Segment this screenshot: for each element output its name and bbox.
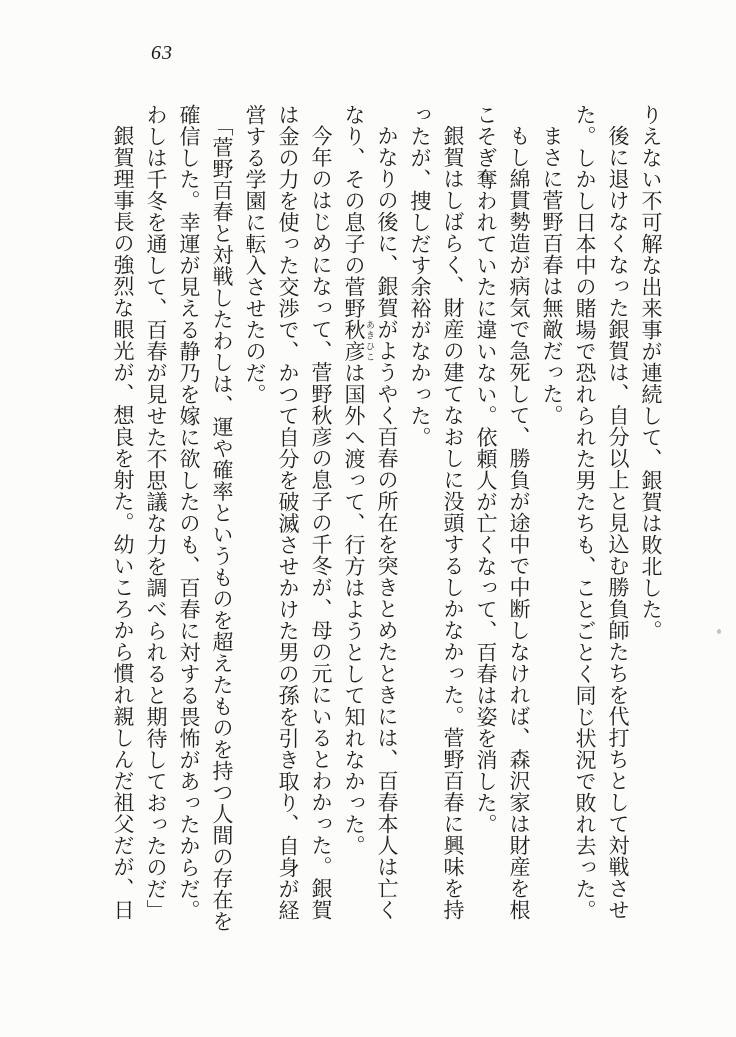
- paragraph: [634, 104, 667, 936]
- ink-speck: [717, 629, 721, 634]
- text-run: りえない不可解な出来事が連続して、銀賀は敗北した。: [639, 104, 663, 642]
- text-run: 銀賀はしばらく、財産の建てなおしに没頭するしかなかった。菅野百春に興味を持ったが、捜しだす余裕がなかった。: [408, 104, 465, 921]
- paragraph: [568, 104, 634, 936]
- text-run: 後に退けなくなった銀賀は、自分以上と見込む勝負師たちを代打ちとして対戦させた。しかし日本中の賭場で恐れられた男たちも、ことごとく同じ状況で敗れ去った。: [573, 104, 630, 921]
- text-run: かなりの後に、銀賀がようやく百春の所在を突きとめたときには、百春本人は亡くなり、その息子の菅野: [342, 104, 399, 921]
- text-run: 今年のはじめになって、菅野秋彦の息子の千冬が、母の元にいるとわかった。銀賀は金の力を使った交渉で、かつて自分を破滅させかけた男の孫を引き取り、自身が経営する学園に転入させたのだ。: [243, 104, 333, 921]
- page-number: 63: [151, 42, 173, 64]
- paragraph: [535, 104, 568, 936]
- paragraph: [106, 104, 139, 936]
- paragraph: [403, 104, 469, 936]
- paragraph: [238, 104, 337, 936]
- body-text: [105, 104, 667, 936]
- paragraph: [469, 104, 535, 936]
- text-run: もし綿貫勢造が病気で急死して、勝負が途中で中断しなければ、森沢家は財産を根こそぎ奪われていたに違いない。依頼人が亡くなって、百春は姿を消した。: [474, 104, 531, 921]
- paragraph: [139, 104, 238, 936]
- text-run: は国外へ渡って、行方はようとして知れなかった。: [342, 362, 366, 857]
- text-run: 銀賀理事長の強烈な眼光が、想良を射た。幼いころから慣れ親しんだ祖父だが、日: [111, 125, 135, 921]
- text-run: まさに菅野百春は無敵だった。: [540, 125, 564, 426]
- paragraph: [337, 104, 403, 936]
- text-run: 「菅野百春と対戦したわしは、運や確率というものを超えたものを持つ人間の存在を確信した。幸運が見える静乃を嫁に欲したのも、百春に対する畏怖があったからだ。わしは千冬を通して、百春が見せた不思議な力を調べられると期待しておったのだ」: [144, 104, 234, 932]
- ruby-annotation: 秋彦 あきひこ: [342, 319, 375, 362]
